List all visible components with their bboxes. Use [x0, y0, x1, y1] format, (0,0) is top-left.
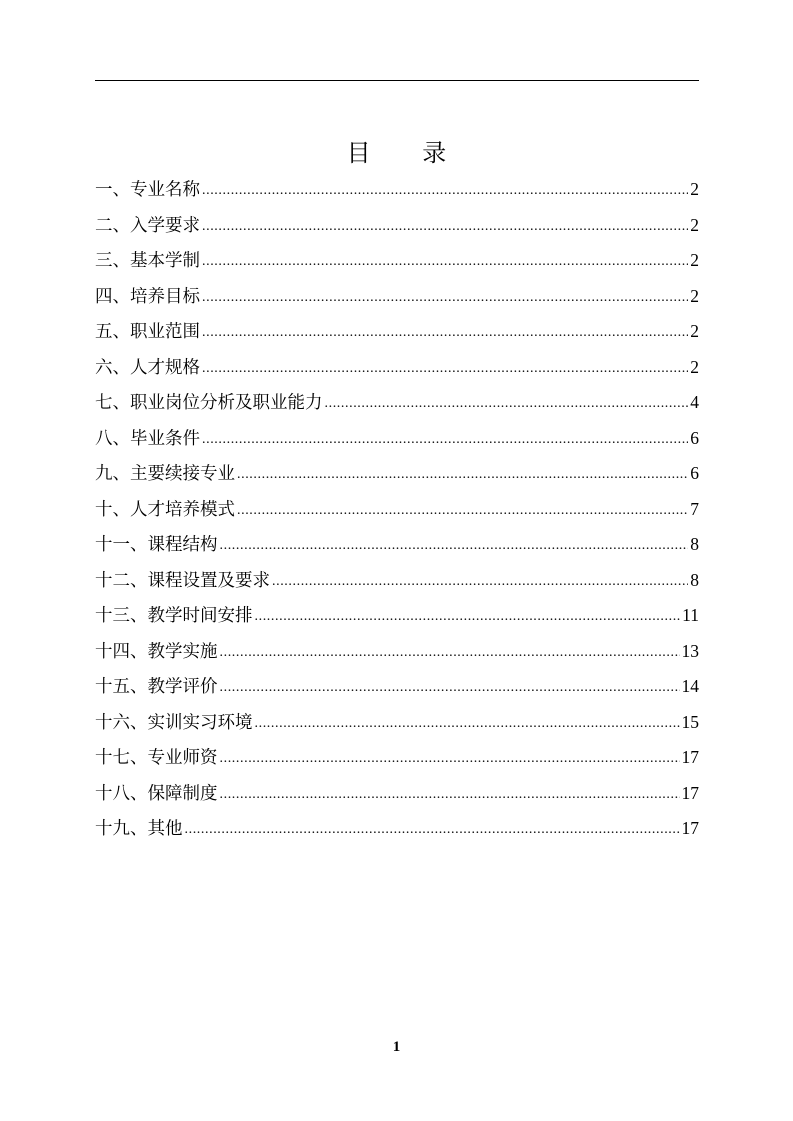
toc-entry-label: 十四、教学实施: [95, 641, 218, 662]
dot-leader: [202, 351, 688, 387]
toc-entry-19[interactable]: [95, 811, 699, 847]
dot-leader: [202, 244, 688, 280]
toc-entry-14[interactable]: [95, 634, 699, 670]
dot-leader: [202, 315, 688, 351]
dot-leader: [220, 741, 680, 777]
toc-entry-5[interactable]: [95, 314, 699, 350]
toc-title: 目 录: [346, 139, 469, 167]
toc-entry-16[interactable]: [95, 705, 699, 741]
toc-entry-label: 六、人才规格: [95, 357, 200, 378]
dot-leader: [202, 422, 688, 458]
dot-leader: [220, 635, 680, 671]
dot-leader: [325, 386, 689, 422]
toc-entry-12[interactable]: [95, 563, 699, 599]
toc-entry-page: 2: [690, 285, 699, 306]
toc-entry-label: 四、培养目标: [95, 286, 200, 307]
toc-entry-1[interactable]: [95, 172, 699, 208]
toc-entry-page: 17: [681, 782, 699, 803]
toc-entry-label: 十二、课程设置及要求: [95, 570, 270, 591]
toc-entry-17[interactable]: [95, 740, 699, 776]
toc-entry-page: 2: [690, 356, 699, 377]
toc-entry-label: 十一、课程结构: [95, 535, 218, 555]
toc-entry-page: 17: [681, 818, 699, 838]
toc-entry-18[interactable]: [95, 776, 699, 812]
dot-leader: [272, 564, 688, 600]
toc-entry-label: 十三、教学时间安排: [95, 606, 253, 626]
toc-entry-page: 13: [681, 640, 699, 661]
toc-entry-13[interactable]: [95, 598, 699, 634]
toc-entry-page: 6: [690, 463, 699, 483]
toc-entry-label: 十五、教学评价: [95, 677, 218, 697]
table-of-contents: [95, 172, 699, 847]
toc-entry-page: 17: [681, 747, 699, 767]
toc-entry-label: 三、基本学制: [95, 251, 200, 271]
toc-entry-label: 七、职业岗位分析及职业能力: [95, 393, 323, 413]
toc-entry-label: 十九、其他: [95, 819, 183, 839]
toc-entry-page: 11: [682, 605, 699, 625]
toc-entry-page: 4: [690, 392, 699, 412]
toc-entry-label: 十七、专业师资: [95, 748, 218, 768]
toc-entry-page: 2: [690, 321, 699, 341]
dot-leader: [237, 493, 688, 529]
toc-entry-page: 2: [690, 179, 699, 199]
toc-entry-label: 二、入学要求: [95, 215, 200, 236]
dot-leader: [202, 280, 688, 316]
dot-leader: [202, 173, 688, 209]
toc-entry-label: 五、职业范围: [95, 322, 200, 342]
dot-leader: [255, 599, 681, 635]
header-rule: [95, 80, 699, 81]
toc-entry-page: 2: [690, 250, 699, 270]
toc-entry-3[interactable]: [95, 243, 699, 279]
toc-entry-page: 2: [690, 214, 699, 235]
toc-entry-11[interactable]: [95, 527, 699, 563]
toc-entry-4[interactable]: [95, 279, 699, 315]
toc-entry-8[interactable]: [95, 421, 699, 457]
dot-leader: [220, 777, 680, 813]
toc-entry-page: 14: [681, 676, 699, 696]
toc-entry-label: 一、专业名称: [95, 180, 200, 200]
dot-leader: [237, 457, 688, 493]
toc-entry-6[interactable]: [95, 350, 699, 386]
toc-entry-2[interactable]: [95, 208, 699, 244]
toc-entry-page: 6: [690, 427, 699, 448]
dot-leader: [220, 670, 680, 706]
toc-entry-10[interactable]: [95, 492, 699, 528]
toc-entry-label: 十、人才培养模式: [95, 499, 235, 520]
dot-leader: [255, 706, 680, 742]
toc-entry-page: 15: [681, 711, 699, 732]
toc-entry-page: 7: [690, 498, 699, 519]
toc-entry-label: 十八、保障制度: [95, 783, 218, 804]
toc-entry-page: 8: [690, 534, 699, 554]
toc-entry-7[interactable]: [95, 385, 699, 421]
toc-entry-page: 8: [690, 569, 699, 590]
toc-entry-label: 八、毕业条件: [95, 428, 200, 449]
page-number: 1: [392, 1039, 401, 1055]
toc-entry-label: 十六、实训实习环境: [95, 712, 253, 733]
toc-entry-9[interactable]: [95, 456, 699, 492]
toc-entry-label: 九、主要续接专业: [95, 464, 235, 484]
dot-leader: [202, 209, 688, 245]
dot-leader: [185, 812, 680, 848]
dot-leader: [220, 528, 689, 564]
toc-entry-15[interactable]: [95, 669, 699, 705]
